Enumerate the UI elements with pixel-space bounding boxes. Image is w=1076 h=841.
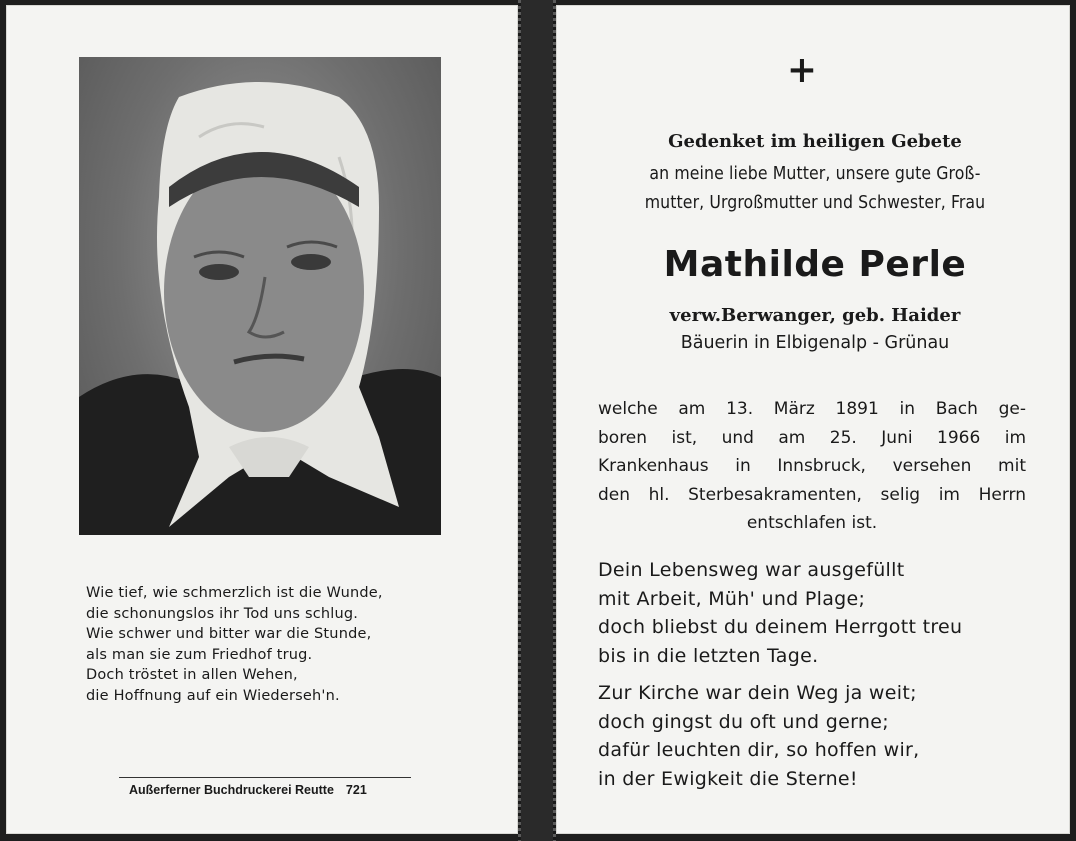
poem-line: die schonungslos ihr Tod uns schlug.	[86, 605, 359, 622]
verse-line: doch bliebst du deinem Herrgott treu	[598, 616, 963, 638]
intro-heading: Gedenket im heiligen Gebete	[668, 131, 962, 152]
intro-line: an meine liebe Mutter, unsere gute Groß-	[649, 164, 981, 184]
memorial-card-left	[6, 5, 518, 834]
life-line: boren ist, und am 25. Juni 1966 im	[598, 427, 1026, 448]
verse-stanza-2	[598, 679, 1038, 793]
life-line: entschlafen ist.	[746, 513, 878, 533]
card-gutter	[518, 0, 556, 841]
verse-line: mit Arbeit, Müh' und Plage;	[598, 587, 866, 610]
verse-stanza-1	[598, 556, 1038, 670]
perforated-edge-left	[518, 0, 521, 841]
verse-line: bis in die letzten Tage.	[598, 644, 819, 667]
printer-credit	[129, 783, 409, 797]
life-dates-text	[598, 395, 1026, 538]
poem-line: Wie schwer und bitter war die Stunde,	[86, 626, 372, 642]
cross-icon: +	[786, 49, 818, 91]
life-line: welche am 13. März 1891 in Bach ge-	[598, 399, 1026, 419]
verse-line: dafür leuchten dir, so hoffen wir,	[598, 739, 920, 761]
life-line: den hl. Sterbesakramenten, selig im Herrn	[598, 484, 1026, 505]
life-line: Krankenhaus in Innsbruck, versehen mit	[598, 456, 1026, 476]
maiden-names: verw.Berwanger, geb. Haider	[669, 305, 961, 326]
verse-line: Zur Kirche war dein Weg ja weit;	[598, 682, 917, 704]
condolence-poem	[86, 583, 486, 706]
intro-line: mutter, Urgroßmutter und Schwester, Frau	[644, 193, 986, 213]
occupation: Bäuerin in Elbigenalp - Grünau	[680, 333, 950, 353]
poem-line: die Hoffnung auf ein Wiederseh'n.	[86, 687, 340, 704]
printer-name: Außerferner Buchdruckerei Reutte	[129, 783, 334, 797]
poem-line: Wie tief, wie schmerzlich ist die Wunde,	[86, 585, 383, 601]
poem-line: Doch tröstet in allen Wehen,	[86, 667, 298, 683]
intro-text	[590, 160, 1040, 218]
verse-line: in der Ewigkeit die Sterne!	[598, 767, 858, 790]
poem-line: als man sie zum Friedhof trug.	[86, 646, 313, 663]
verse-line: Dein Lebensweg war ausgefüllt	[598, 559, 905, 581]
verse-line: doch gingst du oft und gerne;	[598, 710, 889, 733]
deceased-name: Mathilde Perle	[663, 244, 967, 285]
portrait-photo	[79, 57, 441, 535]
portrait-illustration	[79, 57, 441, 535]
printer-number: 721	[345, 783, 367, 797]
printer-divider	[119, 777, 411, 778]
